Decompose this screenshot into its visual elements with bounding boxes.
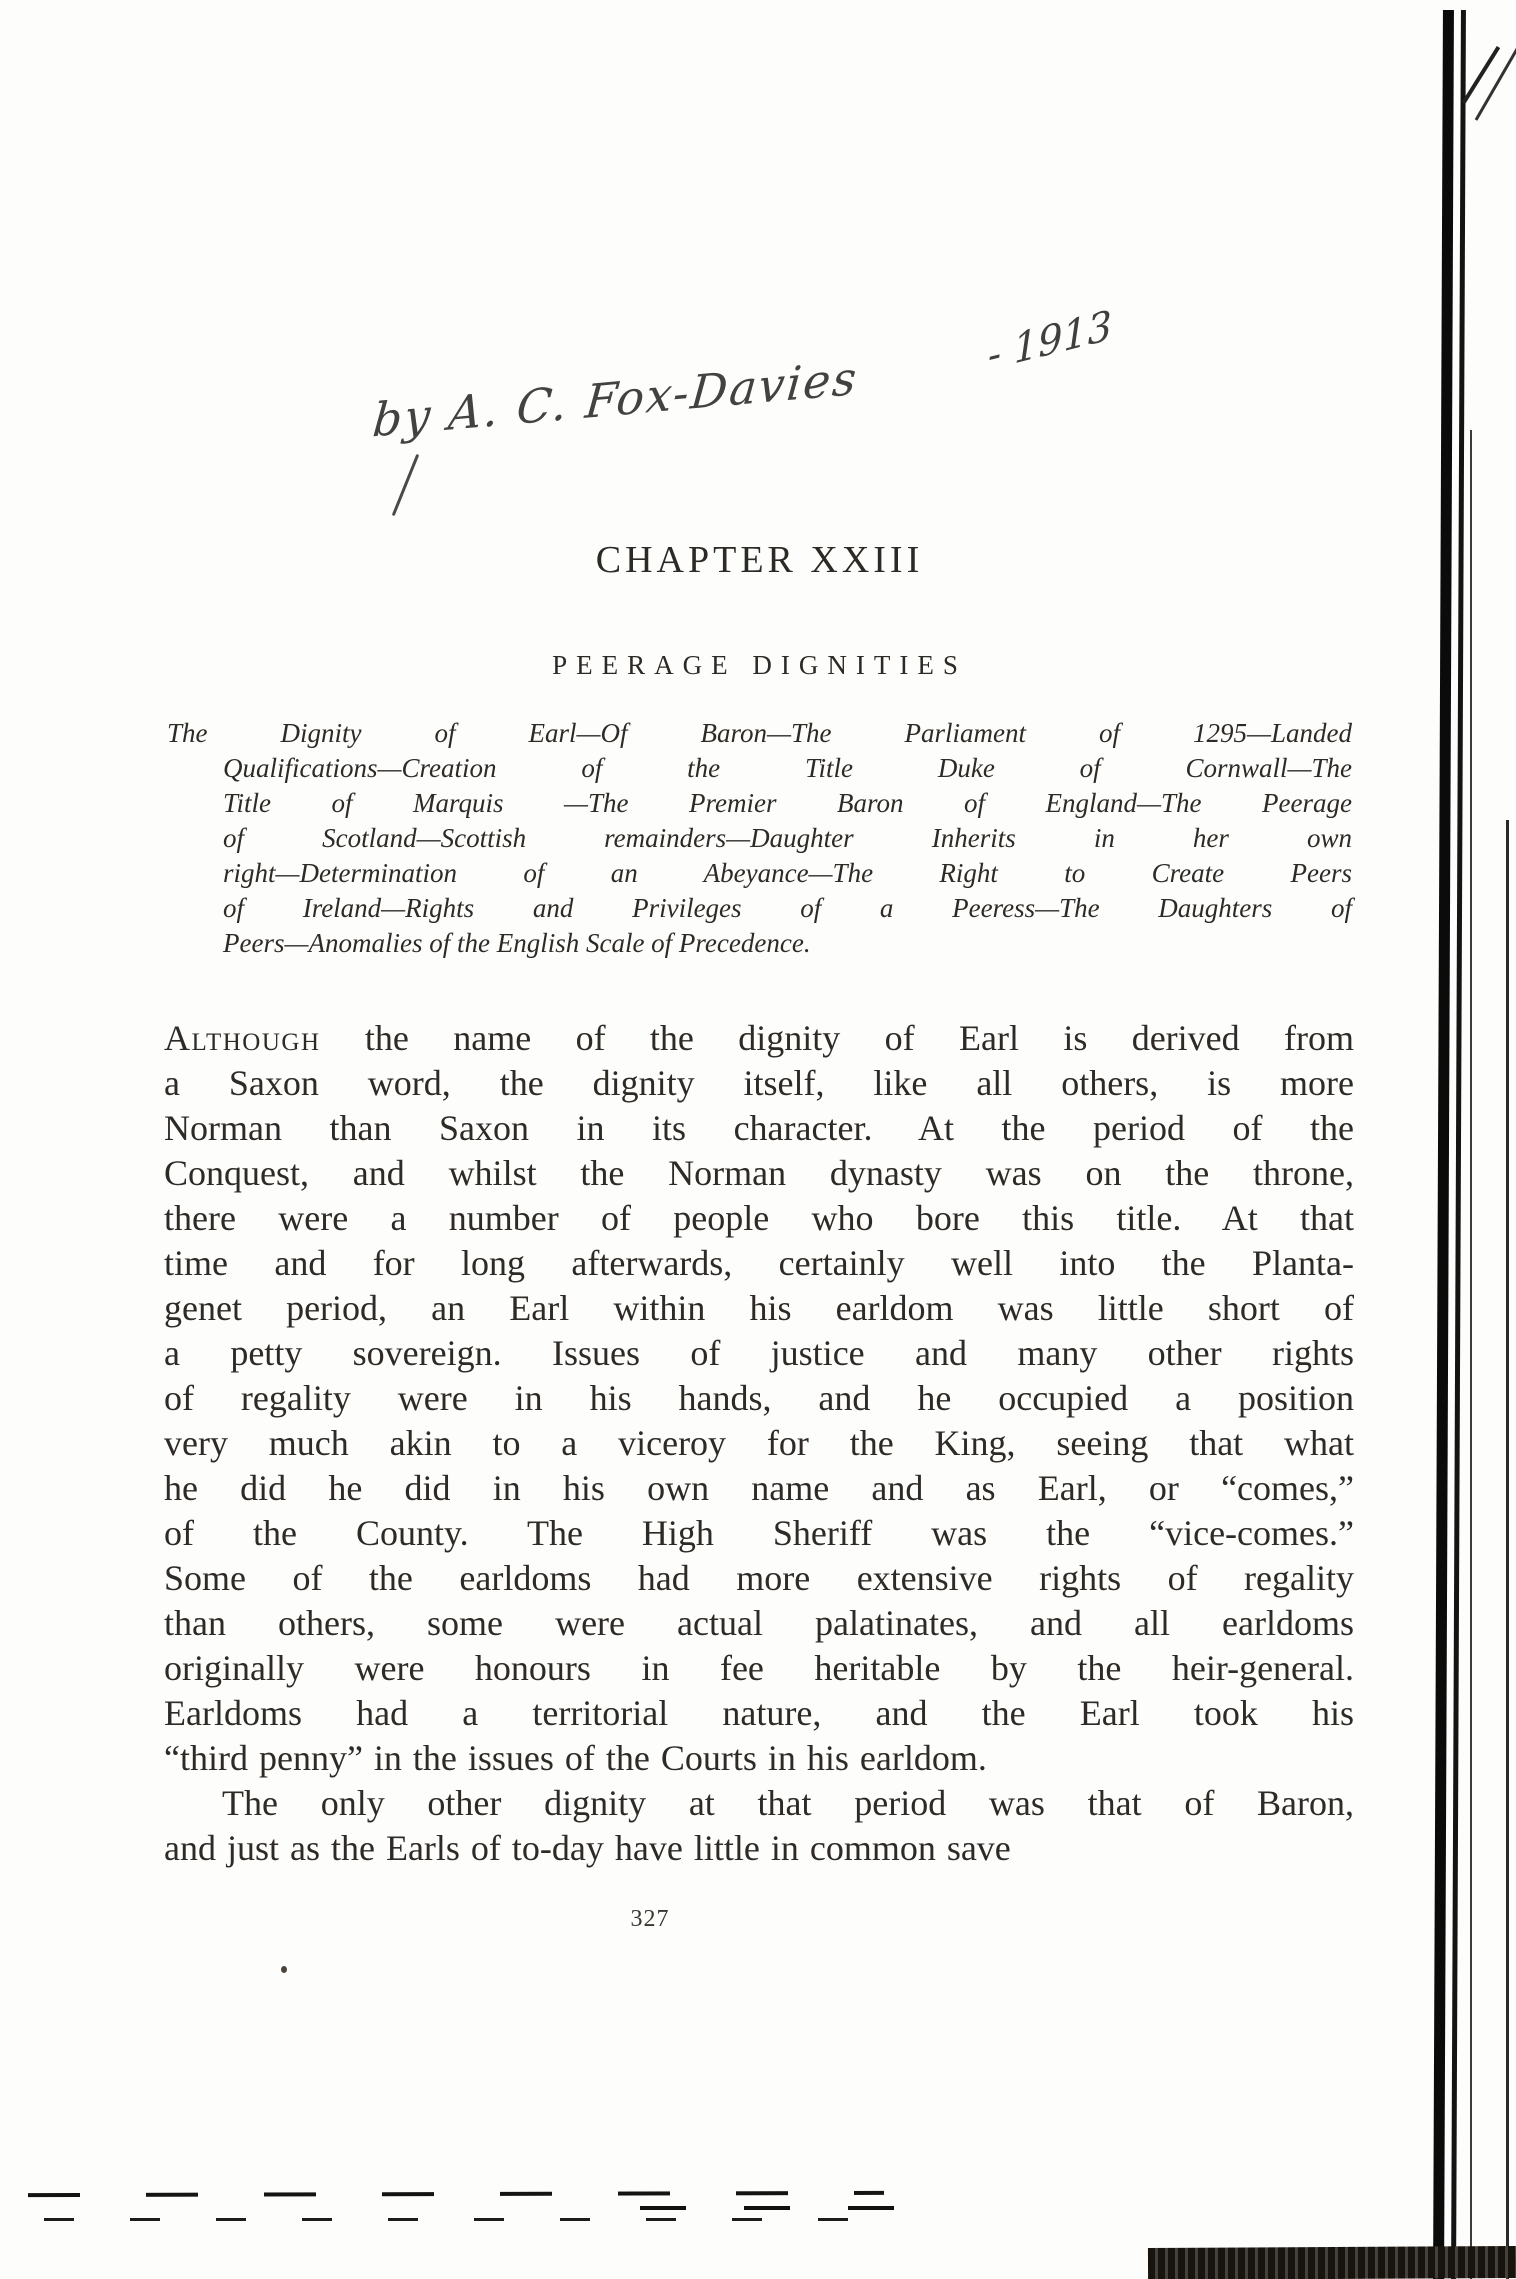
handwritten-inscription: by A. C. Fox-Davies xyxy=(370,350,861,448)
summary-line: right—Determination of an Abeyance—The Right to Create Peers xyxy=(223,858,1352,888)
summary-line: Qualifications—Creation of the Title Duke of Cornwall—The xyxy=(223,753,1352,783)
page-edge-line-outer xyxy=(1506,820,1509,2279)
body-paragraph-2 xyxy=(164,1781,1354,1871)
body-line: of the County. The High Sheriff was the “vice-comes.” xyxy=(164,1513,1354,1553)
summary-line: Title of Marquis —The Premier Baron of England—The Peerage xyxy=(223,788,1352,818)
body-line: Conquest, and whilst the Norman dynasty was on the throne, xyxy=(164,1153,1354,1193)
body-line: there were a number of people who bore this title. At that xyxy=(164,1198,1354,1238)
summary-line: of Scotland—Scottish remainders—Daughter Inherits in her own xyxy=(223,823,1352,853)
section-title: PEERAGE DIGNITIES xyxy=(552,650,967,680)
body-line: Earldoms had a territorial nature, and the Earl took his xyxy=(164,1693,1354,1733)
page-edge-line-faint xyxy=(1470,430,1472,2279)
handwriting-flourish-stroke xyxy=(392,454,420,516)
chapter-summary xyxy=(167,716,1352,961)
book-gutter-line-thin xyxy=(1451,10,1466,2279)
scan-noise-dashes-3 xyxy=(640,2206,940,2210)
body-line xyxy=(164,1016,1354,1061)
body-line: The only other dignity at that period was that of Baron, xyxy=(222,1783,1354,1823)
paragraph-first-word: Although xyxy=(164,1018,321,1058)
body-line: genet period, an Earl within his earldom was little short of xyxy=(164,1288,1354,1328)
body-line: time and for long afterwards, certainly well into the Planta- xyxy=(164,1243,1354,1283)
body-line: very much akin to a viceroy for the King, seeing that what xyxy=(164,1423,1354,1463)
summary-line: of Ireland—Rights and Privileges of a Peeress—The Daughters of xyxy=(223,893,1352,923)
body-line: of regality were in his hands, and he occupied a position xyxy=(164,1378,1354,1418)
body-line: than others, some were actual palatinates, and all earldoms xyxy=(164,1603,1354,1643)
body-line: a petty sovereign. Issues of justice and many other rights xyxy=(164,1333,1354,1373)
page-edge-band xyxy=(1148,2246,1516,2279)
body-line: Norman than Saxon in its character. At the period of the xyxy=(164,1108,1354,1148)
chapter-title: CHAPTER XXIII xyxy=(595,539,924,581)
page-number: 327 xyxy=(630,1906,670,1932)
body-line: and just as the Earls of to-day have little in common save xyxy=(164,1828,1011,1868)
body-line: “third penny” in the issues of the Courts in his earldom. xyxy=(164,1738,987,1778)
scan-noise-dashes-2 xyxy=(44,2218,856,2221)
body-line: a Saxon word, the dignity itself, like all others, is more xyxy=(164,1063,1354,1103)
scan-noise-dashes-1 xyxy=(28,2191,884,2197)
handwritten-date: - 1913 xyxy=(987,302,1113,380)
body-line: Some of the earldoms had more extensive rights of regality xyxy=(164,1558,1354,1598)
body-line: originally were honours in fee heritable by the heir-general. xyxy=(164,1648,1354,1688)
corner-hatch-mark-1 xyxy=(1462,46,1500,104)
book-gutter-line-thick xyxy=(1433,10,1454,2279)
body-line: he did he did in his own name and as Earl, or “comes,” xyxy=(164,1468,1354,1508)
summary-line: The Dignity of Earl—Of Baron—The Parliament of 1295—Landed xyxy=(167,718,1352,748)
summary-line: Peers—Anomalies of the English Scale of Precedence. xyxy=(223,928,811,958)
body-line-text: the name of the dignity of Earl is derived from xyxy=(320,1018,1354,1058)
ink-speck xyxy=(281,1966,287,1973)
body-paragraph-1 xyxy=(164,1016,1354,1781)
